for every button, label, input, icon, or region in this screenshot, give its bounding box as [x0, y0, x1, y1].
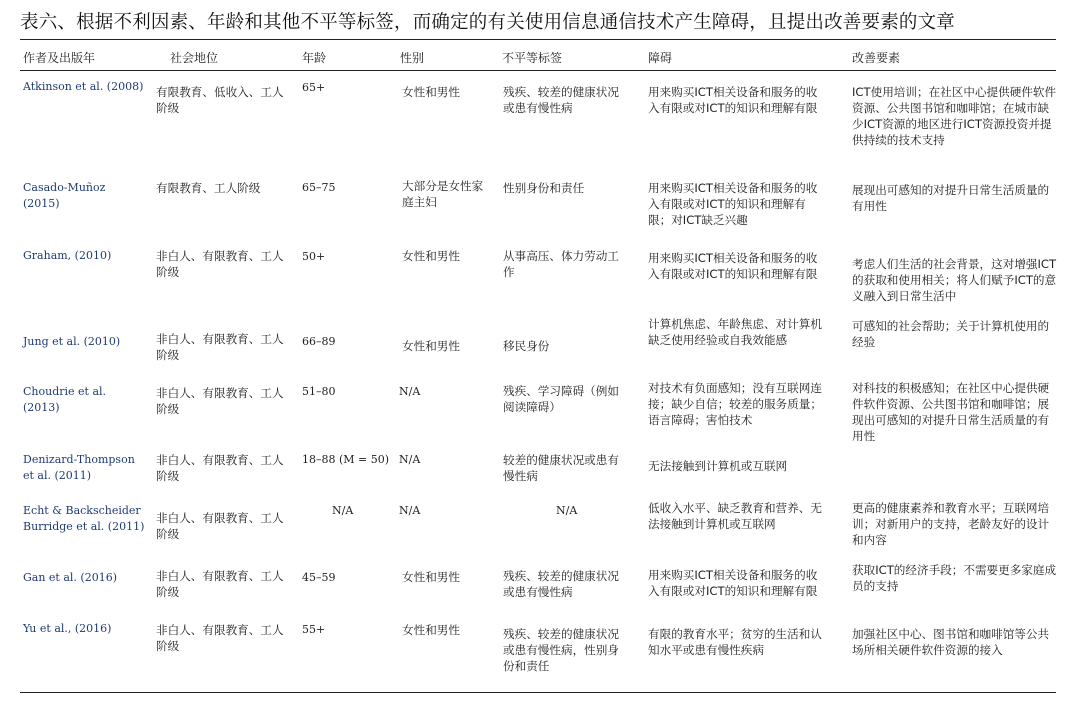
- cell-social-status: 非白人、有限教育、工人阶级: [156, 623, 284, 653]
- cell-barriers: 用来购买ICT相关设备和服务的收入有限或对ICT的知识和理解有限: [648, 568, 818, 598]
- cell-barriers: 低收入水平、缺乏教育和营养、无法接触到计算机或互联网: [648, 501, 822, 531]
- cell-author: Echt & Backscheider Burridge et al. (2011): [23, 504, 145, 533]
- cell-barriers: 用来购买ICT相关设备和服务的收入有限或对ICT的知识和理解有限；对ICT缺乏兴趣: [648, 181, 818, 227]
- cell-improvements: 考虑人们生活的社会背景，这对增强ICT的获取和使用相关；将人们赋予ICT的意义融入到日常生活中: [852, 257, 1057, 303]
- table-top-rule: [20, 39, 1056, 40]
- cell-gender: 大部分是女性家庭主妇: [402, 179, 484, 209]
- cell-social-status: 非白人、有限教育、工人阶级: [156, 511, 284, 541]
- cell-author: Denizard-Thompson et al. (2011): [23, 453, 135, 482]
- cell-barriers: 有限的教育水平；贫穷的生活和认知水平或患有慢性疾病: [648, 627, 822, 657]
- cell-inequality: 残疾、学习障碍（例如阅读障碍）: [503, 384, 619, 414]
- cell-social-status: 非白人、有限教育、工人阶级: [156, 332, 284, 362]
- cell-gender: 女性和男性: [402, 623, 460, 637]
- cell-author: Yu et al., (2016): [23, 622, 112, 635]
- header-author: 作者及出版年: [23, 51, 96, 65]
- cell-inequality: 残疾、较差的健康状况或患有慢性病: [503, 85, 619, 115]
- cell-gender: N/A: [399, 385, 421, 398]
- cell-gender: 女性和男性: [402, 249, 460, 263]
- cell-age: 65+: [302, 81, 326, 94]
- cell-gender: N/A: [399, 453, 421, 466]
- cell-barriers: 无法接触到计算机或互联网: [648, 459, 788, 473]
- cell-improvements: 加强社区中心、图书馆和咖啡馆等公共场所相关硬件软件资源的接入: [852, 627, 1050, 657]
- cell-social-status: 非白人、有限教育、工人阶级: [156, 453, 284, 483]
- header-age: 年龄: [302, 51, 327, 65]
- header-gender: 性别: [400, 51, 425, 65]
- header-inequality: 不平等标签: [502, 51, 563, 65]
- cell-gender: N/A: [399, 504, 421, 517]
- table-header-rule: [20, 70, 1056, 71]
- cell-social-status: 有限教育、低收入、工人阶级: [156, 85, 284, 115]
- table-bottom-rule: [20, 692, 1056, 693]
- cell-improvements: 更高的健康素养和教育水平；互联网培训；对新用户的支持，老龄友好的设计和内容: [852, 501, 1050, 547]
- cell-improvements: 可感知的社会帮助；关于计算机使用的经验: [852, 319, 1050, 349]
- cell-inequality: 较差的健康状况或患有慢性病: [503, 453, 619, 483]
- cell-barriers: 计算机焦虑、年龄焦虑、对计算机缺乏使用经验或自我效能感: [648, 317, 822, 347]
- cell-inequality: 性别身份和责任: [503, 181, 585, 195]
- cell-age: 45–59: [302, 571, 336, 584]
- cell-author: Graham, (2010): [23, 249, 112, 262]
- cell-social-status: 非白人、有限教育、工人阶级: [156, 569, 284, 599]
- cell-barriers: 用来购买ICT相关设备和服务的收入有限或对ICT的知识和理解有限: [648, 85, 818, 115]
- cell-gender: 女性和男性: [402, 339, 460, 353]
- cell-social-status: 有限教育、工人阶级: [156, 181, 261, 195]
- header-barriers: 障碍: [648, 51, 673, 65]
- cell-age: N/A: [332, 504, 354, 517]
- cell-age: 51–80: [302, 385, 336, 398]
- cell-author: Atkinson et al. (2008): [23, 80, 144, 93]
- cell-author: Choudrie et al. (2013): [23, 385, 107, 414]
- cell-social-status: 非白人、有限教育、工人阶级: [156, 386, 284, 416]
- cell-improvements: ICT使用培训；在社区中心提供硬件软件资源、公共图书馆和咖啡馆；在城市缺少ICT资源的地区进行ICT资源投资并提供持续的技术支持: [852, 85, 1057, 147]
- cell-author: Jung et al. (2010): [23, 335, 121, 348]
- cell-gender: 女性和男性: [402, 85, 460, 99]
- cell-age: 18–88 (M = 50): [302, 453, 390, 466]
- cell-barriers: 对技术有负面感知；没有互联网连接；缺少自信；较差的服务质量；语言障碍；害怕技术: [648, 381, 822, 427]
- cell-social-status: 非白人、有限教育、工人阶级: [156, 249, 284, 279]
- cell-age: 50+: [302, 250, 326, 263]
- table-title: 表六、根据不利因素、年龄和其他不平等标签，而确定的有关使用信息通信技术产生障碍，且提出改善要素的文章: [20, 12, 956, 33]
- cell-inequality: 从事高压、体力劳动工作: [503, 249, 619, 279]
- cell-inequality: 残疾、较差的健康状况或患有慢性病，性别身份和责任: [503, 627, 619, 673]
- cell-author: Casado-Muñoz (2015): [23, 181, 106, 210]
- cell-age: 55+: [302, 623, 326, 636]
- cell-inequality: N/A: [556, 504, 578, 517]
- header-improvements: 改善要素: [852, 51, 901, 65]
- cell-author: Gan et al. (2016): [23, 571, 117, 584]
- cell-improvements: 展现出可感知的对提升日常生活质量的有用性: [852, 183, 1050, 213]
- cell-gender: 女性和男性: [402, 570, 460, 584]
- cell-inequality: 移民身份: [503, 339, 550, 353]
- cell-improvements: 对科技的积极感知；在社区中心提供硬件软件资源、公共图书馆和咖啡馆；展现出可感知的对提升日常生活质量的有用性: [852, 381, 1050, 443]
- header-social-status: 社会地位: [170, 51, 219, 65]
- cell-age: 66–89: [302, 335, 336, 348]
- cell-barriers: 用来购买ICT相关设备和服务的收入有限或对ICT的知识和理解有限: [648, 251, 818, 281]
- cell-improvements: 获取ICT的经济手段；不需要更多家庭成员的支持: [852, 563, 1057, 593]
- cell-inequality: 残疾、较差的健康状况或患有慢性病: [503, 569, 619, 599]
- cell-age: 65–75: [302, 181, 336, 194]
